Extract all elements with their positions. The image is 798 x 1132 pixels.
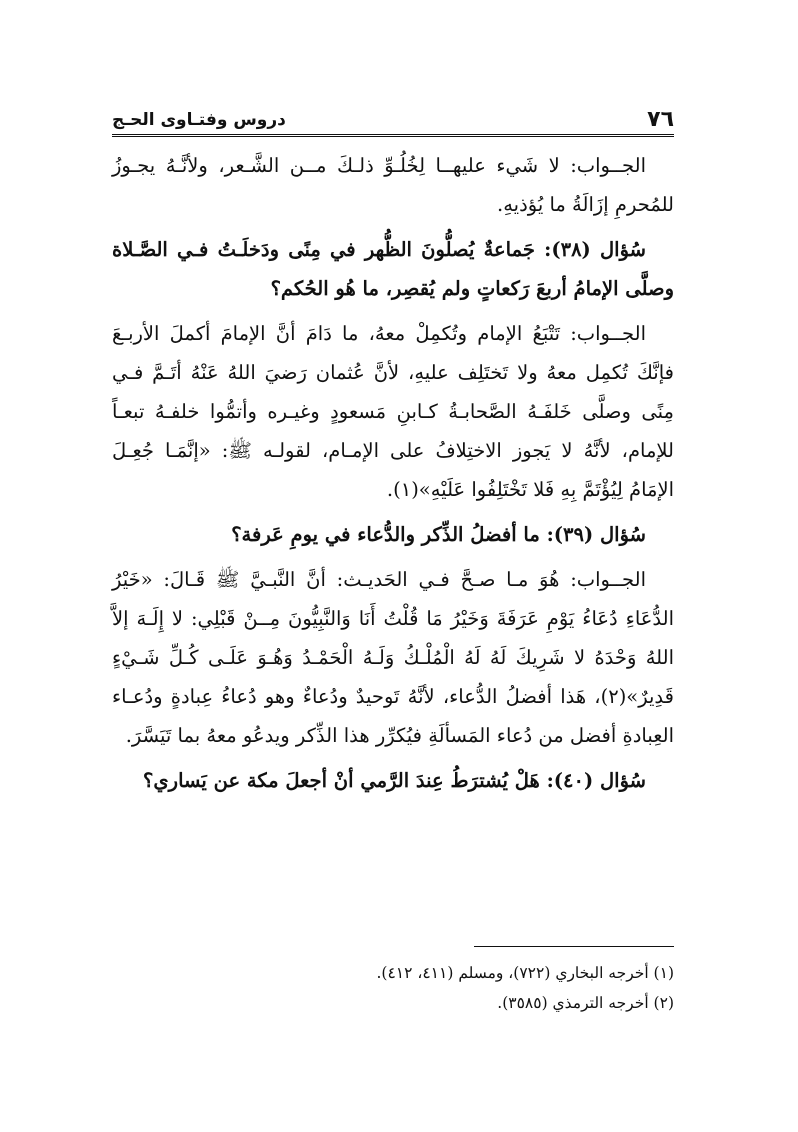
running-title: دروس وفتـاوى الحـج xyxy=(112,110,286,130)
answer-paragraph: الجــواب: تَتْبَعُ الإمام وتُكمِلْ معهُ، ما دَامَ أنَّ الإمامَ أكملَ الأربـعَ فإنَّكَ تُكمِل معهُ ولا تَختَلِف عليهِ، لأنَّ عُثمان رَضيَ اللهُ عَنْهُ أتَـمَّ فـي مِنًى وصلَّى خَلفَـهُ الصَّحابـةُ كـابنِ مَسعودٍ وغيـره وأتمُّوا خلفـهُ تبعـاً للإمام، لأنَّهُ لا يَجوز الاختِلافُ على الإمـام، لقولـه ﷺ: «إنَّمَـا جُعِـلَ الإمَامُ لِيُؤْتَمَّ بِهِ فَلا تَخْتَلِفُوا عَلَيْهِ»(١). xyxy=(112,322,674,501)
footnote-divider xyxy=(474,946,674,947)
footnote: (١) أخرجه البخاري (٧٢٢)، ومسلم (٤١١، ٤١٢). xyxy=(376,964,674,982)
question-paragraph: سُؤال (٣٩): ما أفضلُ الذِّكر والدُّعاء في يومِ عَرفة؟ xyxy=(231,523,646,546)
question-paragraph: سُؤال (٤٠): هَلْ يُشترَطُ عِندَ الرَّمي أنْ أجعلَ مكة عن يَساري؟ xyxy=(143,769,646,792)
answer-paragraph: الجــواب: هُوَ مـا صـحَّ فـي الحَديـث: أنَّ النَّبـيَّ ﷺ قَـالَ: «خَيْرُ الدُّعَاءِ دُعَاءُ يَوْمِ عَرَفَةَ وَخَيْرُ مَا قُلْتُ أَنَا وَالنَّبِيُّونَ مِــنْ قَبْلِي: لا إِلَـهَ إلاَّ اللهُ وَحْدَهُ لا شَرِيكَ لَهُ لَهُ الْمُلْـكُ وَلَـهُ الْحَمْـدُ وَهُـوَ عَلَـى كُـلِّ شَـيْءٍ قَدِيرٌ»(٢)، هَذا أفضلُ الدُّعاء، لأنَّهُ تَوحيدٌ ودُعاءٌ وهو دُعاءُ عِبادةٍ ودُعـاء العِبادةِ أفضل من دُعاء المَسألَةِ فيُكرِّر هذا الذِّكر ويدعُو معهُ بما تَيَسَّرَ. xyxy=(112,568,674,747)
footnotes xyxy=(112,958,674,1018)
page-header xyxy=(112,100,674,137)
footnote: (٢) أخرجه الترمذي (٣٥٨٥). xyxy=(497,994,674,1012)
answer-paragraph: الجــواب: لا شَيء عليهــا لِخُلُـوِّ ذلـكَ مــن الشَّـعر، ولأنَّـهُ يجـوزُ للمُحرمِ إزَالَةُ ما يُؤذيهِ. xyxy=(112,154,674,216)
page-number: ٧٦ xyxy=(647,107,674,132)
question-paragraph: سُؤال (٣٨): جَماعةٌ يُصلُّونَ الظُّهر في مِنًى ودَخلَـتُ فـي الصَّـلاة وصلَّى الإمامُ أربعَ رَكعاتٍ ولم يُقصِر، ما هُو الحُكم؟ xyxy=(112,238,674,300)
page-body xyxy=(112,146,674,806)
